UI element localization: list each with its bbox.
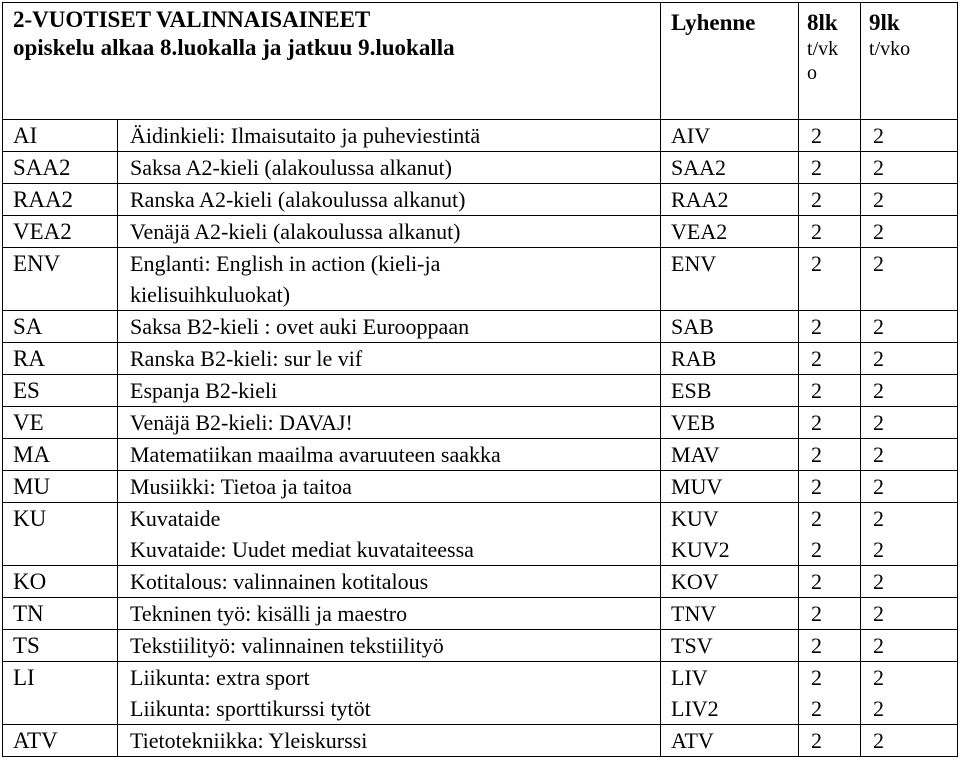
course-code-cell [3, 311, 118, 343]
course-abbreviation-cell [661, 725, 799, 757]
course-abbreviation: KUV2 [671, 537, 730, 562]
course-name-cell [118, 503, 661, 566]
course-name-cell [118, 311, 661, 343]
course-abbreviation-cell [661, 407, 799, 439]
course-abbreviation-cell [661, 120, 799, 152]
grade9-hours-cell [861, 471, 958, 503]
grade9-hours: 2 [873, 378, 885, 403]
course-abbreviation-cell [661, 471, 799, 503]
grade8-hours: 2 [811, 665, 823, 690]
header-grade8-unit: t/vk [807, 38, 839, 60]
grade8-hours-cell [799, 152, 861, 184]
course-code: KO [13, 569, 47, 594]
grade8-hours-cell [799, 503, 861, 566]
grade8-hours: 2 [811, 346, 823, 371]
grade9-hours: 2 [873, 601, 885, 626]
table-row [3, 184, 958, 216]
course-abbreviation-cell [661, 439, 799, 471]
course-abbreviation: ATV [671, 728, 714, 753]
header-grade9-cell [861, 3, 958, 120]
grade8-hours: 2 [811, 187, 823, 212]
course-code: SAA2 [13, 155, 71, 180]
table-row [3, 439, 958, 471]
course-abbreviation: TSV [671, 633, 713, 658]
grade8-hours: 2 [811, 474, 823, 499]
course-abbreviation: VEB [671, 410, 716, 435]
course-code-cell [3, 725, 118, 757]
course-abbreviation: MUV [671, 474, 723, 499]
course-name: Venäjä B2-kieli: DAVAJ! [130, 410, 353, 435]
table-body [3, 3, 958, 757]
course-code: ES [13, 378, 40, 403]
course-code: KU [13, 506, 47, 531]
electives-table [2, 2, 958, 757]
grade8-hours: 2 [811, 219, 823, 244]
table-row [3, 120, 958, 152]
course-name: Saksa B2-kieli : ovet auki Eurooppaan [130, 314, 470, 339]
course-abbreviation: AIV [671, 123, 711, 148]
course-abbreviation: TNV [671, 601, 717, 626]
course-name: kielisuihkuluokat) [130, 282, 291, 307]
course-abbreviation: LIV [671, 665, 708, 690]
course-name-cell [118, 439, 661, 471]
grade8-hours: 2 [811, 314, 823, 339]
course-code: LI [13, 665, 35, 690]
header-grade8-cell [799, 3, 861, 120]
course-name: Musiikki: Tietoa ja taitoa [130, 474, 352, 499]
grade9-hours: 2 [873, 155, 885, 180]
course-abbreviation-cell [661, 630, 799, 662]
grade8-hours: 2 [811, 251, 823, 276]
course-code: VE [13, 410, 44, 435]
grade9-hours-cell [861, 184, 958, 216]
grade9-hours-cell [861, 630, 958, 662]
course-abbreviation: MAV [671, 442, 720, 467]
grade9-hours: 2 [873, 537, 885, 562]
grade8-hours-cell [799, 439, 861, 471]
grade8-hours-cell [799, 248, 861, 311]
grade9-hours: 2 [873, 442, 885, 467]
course-name: Ranska A2-kieli (alakoulussa alkanut) [130, 187, 466, 212]
course-name-cell [118, 184, 661, 216]
course-abbreviation: ENV [671, 251, 717, 276]
course-code: MU [13, 474, 51, 499]
course-abbreviation-cell [661, 375, 799, 407]
course-name: Englanti: English in action (kieli-ja [130, 251, 441, 276]
grade8-hours-cell [799, 184, 861, 216]
grade8-hours: 2 [811, 569, 823, 594]
grade8-hours: 2 [811, 633, 823, 658]
grade9-hours-cell [861, 343, 958, 375]
table-row [3, 343, 958, 375]
grade9-hours-cell [861, 503, 958, 566]
course-code-cell [3, 407, 118, 439]
grade9-hours: 2 [873, 633, 885, 658]
course-abbreviation: SAB [671, 314, 714, 339]
course-abbreviation: RAB [671, 346, 717, 371]
course-abbreviation: VEA2 [671, 219, 728, 244]
course-name: Äidinkieli: Ilmaisutaito ja puheviestintä [130, 123, 481, 148]
course-code: ATV [13, 728, 58, 753]
course-abbreviation: KUV [671, 506, 719, 531]
course-code-cell [3, 503, 118, 566]
grade8-hours-cell [799, 598, 861, 630]
course-code: TS [13, 633, 40, 658]
grade8-hours: 2 [811, 155, 823, 180]
table-row [3, 566, 958, 598]
course-name: Tekninen työ: kisälli ja maestro [130, 601, 408, 626]
header-grade8-unit-cont: o [807, 62, 818, 84]
course-name: Tietotekniikka: Yleiskurssi [130, 728, 368, 753]
grade9-hours: 2 [873, 696, 885, 721]
header-abbrev: Lyhenne [671, 10, 756, 35]
grade8-hours-cell [799, 375, 861, 407]
course-name-cell [118, 216, 661, 248]
header-title-cell [3, 3, 661, 120]
grade9-hours: 2 [873, 219, 885, 244]
header-title: 2-VUOTISET VALINNAISAINEET [13, 7, 371, 32]
table-row [3, 471, 958, 503]
grade9-hours-cell [861, 248, 958, 311]
course-name: Kuvataide: Uudet mediat kuvataiteessa [130, 537, 474, 562]
course-name-cell [118, 725, 661, 757]
course-name-cell [118, 375, 661, 407]
course-code: MA [13, 442, 51, 467]
grade8-hours: 2 [811, 696, 823, 721]
grade9-hours-cell [861, 152, 958, 184]
grade9-hours: 2 [873, 251, 885, 276]
course-name-cell [118, 662, 661, 725]
grade8-hours-cell [799, 216, 861, 248]
header-grade9-label: 9lk [869, 10, 900, 35]
course-name: Venäjä A2-kieli (alakoulussa alkanut) [130, 219, 461, 244]
course-code: VEA2 [13, 219, 72, 244]
grade8-hours-cell [799, 725, 861, 757]
grade9-hours: 2 [873, 123, 885, 148]
course-abbreviation-cell [661, 566, 799, 598]
course-name-cell [118, 248, 661, 311]
grade9-hours-cell [861, 407, 958, 439]
course-abbreviation-cell [661, 503, 799, 566]
table-row [3, 375, 958, 407]
grade9-hours: 2 [873, 474, 885, 499]
grade8-hours-cell [799, 311, 861, 343]
course-name-cell [118, 343, 661, 375]
table-row [3, 216, 958, 248]
course-abbreviation-cell [661, 216, 799, 248]
grade8-hours-cell [799, 630, 861, 662]
grade9-hours: 2 [873, 410, 885, 435]
grade9-hours: 2 [873, 665, 885, 690]
grade9-hours: 2 [873, 569, 885, 594]
grade9-hours: 2 [873, 346, 885, 371]
course-name: Tekstiilityö: valinnainen tekstiilityö [130, 633, 444, 658]
grade9-hours-cell [861, 311, 958, 343]
grade8-hours: 2 [811, 378, 823, 403]
course-code-cell [3, 375, 118, 407]
course-abbreviation: ESB [671, 378, 712, 403]
course-code-cell [3, 120, 118, 152]
grade8-hours-cell [799, 471, 861, 503]
table-row [3, 248, 958, 311]
course-abbreviation: LIV2 [671, 696, 719, 721]
course-name-cell [118, 152, 661, 184]
table-row [3, 311, 958, 343]
course-code-cell [3, 152, 118, 184]
course-name-cell [118, 407, 661, 439]
grade9-hours-cell [861, 120, 958, 152]
grade8-hours-cell [799, 343, 861, 375]
course-abbreviation: KOV [671, 569, 719, 594]
course-name: Liikunta: sporttikurssi tytöt [130, 696, 371, 721]
grade8-hours: 2 [811, 442, 823, 467]
grade8-hours: 2 [811, 601, 823, 626]
course-code: TN [13, 601, 44, 626]
grade8-hours: 2 [811, 537, 823, 562]
table-row [3, 725, 958, 757]
header-grade8-label: 8lk [807, 10, 838, 35]
course-code: ENV [13, 251, 61, 276]
grade8-hours: 2 [811, 123, 823, 148]
table-row [3, 503, 958, 566]
course-code: RA [13, 346, 45, 371]
course-code: RAA2 [13, 187, 74, 212]
grade9-hours: 2 [873, 314, 885, 339]
course-name: Ranska B2-kieli: sur le vif [130, 346, 363, 371]
table-row [3, 630, 958, 662]
course-abbreviation-cell [661, 184, 799, 216]
grade8-hours-cell [799, 120, 861, 152]
course-abbreviation-cell [661, 343, 799, 375]
grade8-hours: 2 [811, 410, 823, 435]
course-abbreviation: RAA2 [671, 187, 729, 212]
grade9-hours: 2 [873, 728, 885, 753]
course-code-cell [3, 184, 118, 216]
course-name-cell [118, 471, 661, 503]
grade9-hours: 2 [873, 187, 885, 212]
course-code-cell [3, 471, 118, 503]
course-code-cell [3, 662, 118, 725]
grade9-hours-cell [861, 216, 958, 248]
header-row [3, 3, 958, 120]
course-abbreviation-cell [661, 248, 799, 311]
course-name: Kuvataide [130, 506, 221, 531]
course-name-cell [118, 120, 661, 152]
table-row [3, 407, 958, 439]
grade8-hours: 2 [811, 506, 823, 531]
header-abbrev-cell [661, 3, 799, 120]
course-code-cell [3, 439, 118, 471]
course-code-cell [3, 630, 118, 662]
grade9-hours-cell [861, 725, 958, 757]
table-row [3, 662, 958, 725]
course-code-cell [3, 343, 118, 375]
course-name-cell [118, 598, 661, 630]
header-grade9-unit: t/vko [869, 38, 911, 60]
course-name: Saksa A2-kieli (alakoulussa alkanut) [130, 155, 452, 180]
course-code: AI [13, 123, 38, 148]
course-abbreviation-cell [661, 311, 799, 343]
grade9-hours: 2 [873, 506, 885, 531]
course-code-cell [3, 566, 118, 598]
grade8-hours: 2 [811, 728, 823, 753]
course-abbreviation: SAA2 [671, 155, 727, 180]
course-abbreviation-cell [661, 598, 799, 630]
course-code-cell [3, 598, 118, 630]
course-name: Kotitalous: valinnainen kotitalous [130, 569, 429, 594]
course-name: Liikunta: extra sport [130, 665, 310, 690]
table-row [3, 152, 958, 184]
course-code: SA [13, 314, 43, 339]
course-name: Espanja B2-kieli [130, 378, 278, 403]
grade9-hours-cell [861, 439, 958, 471]
grade8-hours-cell [799, 662, 861, 725]
course-name-cell [118, 630, 661, 662]
course-abbreviation-cell [661, 152, 799, 184]
course-code-cell [3, 248, 118, 311]
grade9-hours-cell [861, 598, 958, 630]
grade9-hours-cell [861, 566, 958, 598]
grade8-hours-cell [799, 407, 861, 439]
grade9-hours-cell [861, 375, 958, 407]
course-abbreviation-cell [661, 662, 799, 725]
header-subtitle: opiskelu alkaa 8.luokalla ja jatkuu 9.luokalla [13, 35, 455, 60]
course-code-cell [3, 216, 118, 248]
grade9-hours-cell [861, 662, 958, 725]
course-name-cell [118, 566, 661, 598]
grade8-hours-cell [799, 566, 861, 598]
course-name: Matematiikan maailma avaruuteen saakka [130, 442, 501, 467]
table-row [3, 598, 958, 630]
